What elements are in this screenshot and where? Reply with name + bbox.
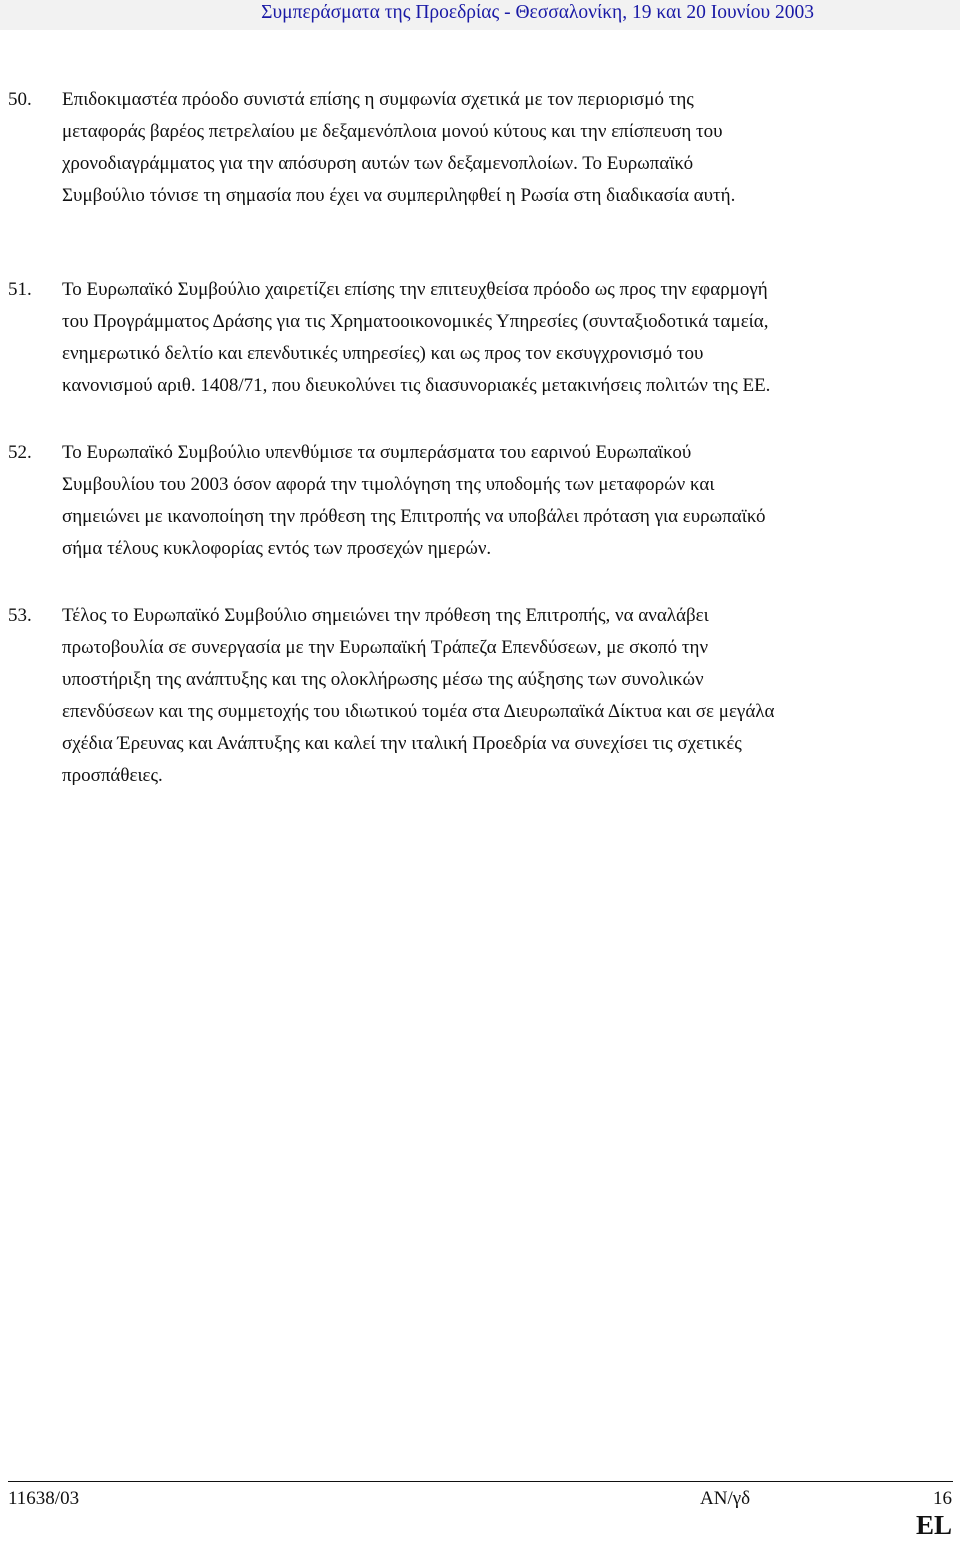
- paragraph-line: Συμβούλιο τόνισε τη σημασία που έχει να συμπεριληφθεί η Ρωσία στη διαδικασία αυτή.: [62, 185, 736, 206]
- paragraph-line: πρωτοβουλία σε συνεργασία με την Ευρωπαϊκή Τράπεζα Επενδύσεων, με σκοπό την: [62, 637, 709, 658]
- paragraph-line: σήμα τέλους κυκλοφορίας εντός των προσεχών ημερών.: [62, 538, 492, 559]
- paragraph-line: μεταφοράς βαρέος πετρελαίου με δεξαμενόπλοια μονού κύτους και την επίσπευση του: [62, 121, 723, 142]
- paragraph-number: 53.: [8, 605, 32, 626]
- paragraph-line: Τέλος το Ευρωπαϊκό Συμβούλιο σημειώνει την πρόθεση της Επιτροπής, να αναλάβει: [62, 605, 709, 626]
- footer-page-number: 16: [933, 1488, 952, 1509]
- paragraph-line: επενδύσεων και της συμμετοχής του ιδιωτικού τομέα στα Διευρωπαϊκά Δίκτυα και σε μεγάλα: [62, 701, 775, 722]
- paragraph-line: κανονισμού αριθ. 1408/71, που διευκολύνει τις διασυνοριακές μετακινήσεις πολιτών της ΕΕ.: [62, 375, 771, 396]
- paragraph-number: 50.: [8, 89, 32, 110]
- paragraph-line: σημειώνει με ικανοποίηση την πρόθεση της Επιτροπής να υποβάλει πρόταση για ευρωπαϊκό: [62, 506, 766, 527]
- paragraph-line: Επιδοκιμαστέα πρόοδο συνιστά επίσης η συμφωνία σχετικά με τον περιορισμό της: [62, 89, 694, 110]
- paragraph-line: Συμβουλίου του 2003 όσον αφορά την τιμολόγηση της υποδομής των μεταφορών και: [62, 474, 715, 495]
- footer-divider: [8, 1481, 953, 1482]
- paragraph-line: χρονοδιαγράμματος για την απόσυρση αυτών των δεξαμενοπλοίων. Το Ευρωπαϊκό: [62, 153, 694, 174]
- paragraph-number: 51.: [8, 279, 32, 300]
- footer-initials: ΑΝ/γδ: [700, 1488, 751, 1509]
- paragraph-line: Το Ευρωπαϊκό Συμβούλιο χαιρετίζει επίσης την επιτευχθείσα πρόοδο ως προς την εφαρμογή: [62, 279, 768, 300]
- paragraph-number: 52.: [8, 442, 32, 463]
- footer-language-code: EL: [915, 1510, 952, 1540]
- paragraph-line: προσπάθειες.: [62, 765, 163, 786]
- paragraph-line: του Προγράμματος Δράσης για τις Χρηματοοικονομικές Υπηρεσίες (συνταξιοδοτικά ταμεία,: [62, 311, 769, 332]
- paragraph-line: Το Ευρωπαϊκό Συμβούλιο υπενθύμισε τα συμπεράσματα του εαρινού Ευρωπαϊκού: [62, 442, 692, 463]
- footer-document-number: 11638/03: [8, 1488, 80, 1509]
- paragraph-line: υποστήριξη της ανάπτυξης και της ολοκλήρωσης μέσω της αύξησης των συνολικών: [62, 669, 704, 690]
- paragraph-line: σχέδια Έρευνας και Ανάπτυξης και καλεί την ιταλική Προεδρία να συνεχίσει τις σχετικές: [62, 733, 742, 754]
- page-header-title: Συμπεράσματα της Προεδρίας - Θεσσαλονίκη, 19 και 20 Ιουνίου 2003: [261, 2, 814, 23]
- paragraph-line: ενημερωτικό δελτίο και επενδυτικές υπηρεσίες) και ως προς τον εκσυγχρονισμό του: [62, 343, 704, 364]
